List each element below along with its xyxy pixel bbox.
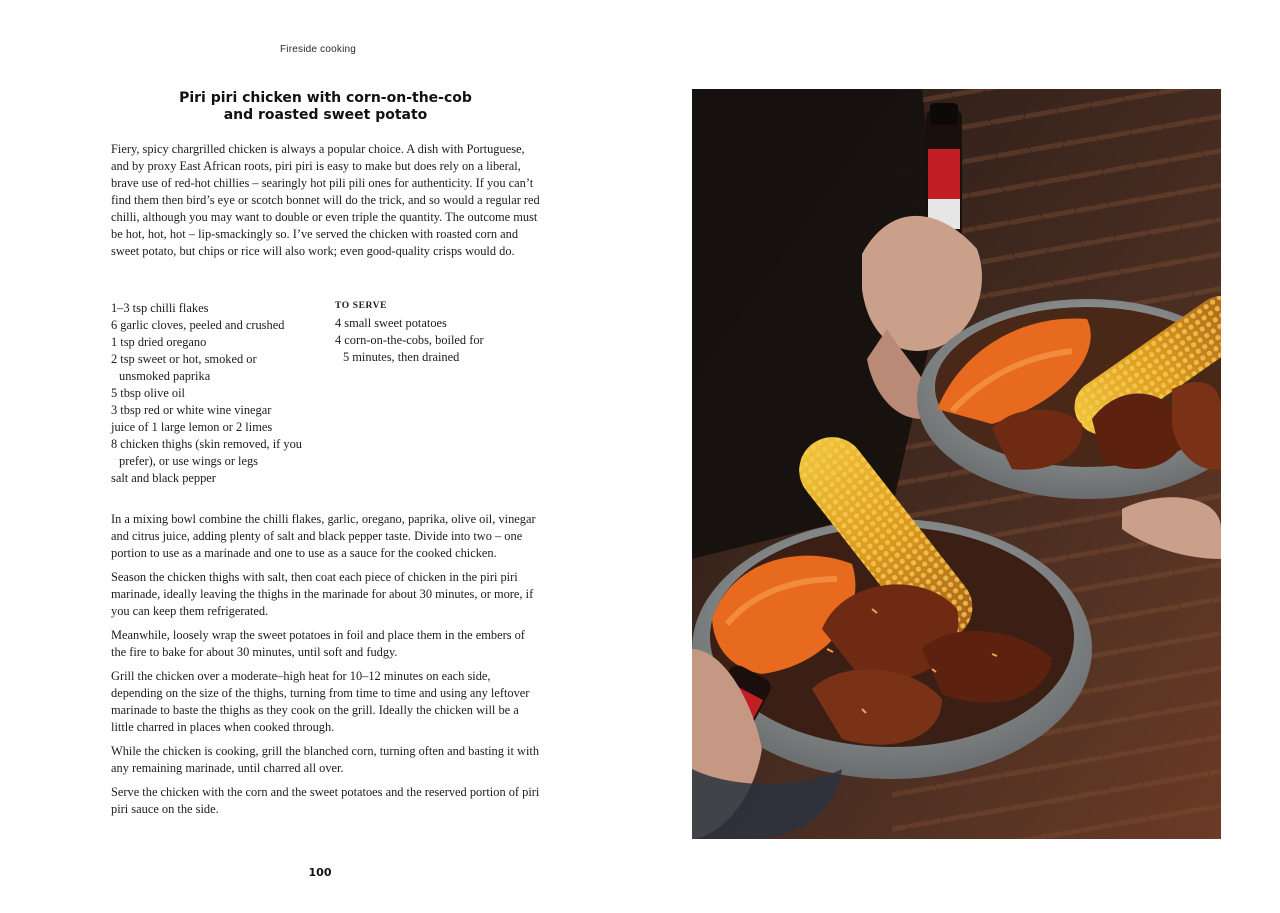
ingredient-item [111,317,326,334]
ingredient-list [111,300,326,487]
method-step: Season the chicken thighs with salt, then coat each piece of chicken in the piri piri marinade, ideally leaving the thighs in the marinade for about 30 minutes, or more, if you can keep them refrigerated. [111,570,534,618]
ingredient-item [111,385,326,402]
ingredient-item-text: salt and black pepper [111,471,216,485]
to-serve-item-text: 4 corn-on-the-cobs, boiled for [335,333,484,347]
method-step: Meanwhile, loosely wrap the sweet potatoes in foil and place them in the embers of the fire to bake for about 30 minutes, until soft and fudgy. [111,628,525,659]
ingredient-item-text: 3 tbsp red or white wine vinegar [111,403,272,417]
to-serve-heading: TO SERVE [335,301,388,311]
to-serve-item-text: 4 small sweet potatoes [335,316,447,330]
ingredient-item-text: 1–3 tsp chilli flakes [111,301,209,315]
method-step: Grill the chicken over a moderate–high heat for 10–12 minutes on each side, depending on the size of the thighs, turning from time to time and using any leftover marinade to baste the thighs as they cook on the grill. Ideally the chicken will be a little charred in places when cooked through. [111,669,530,734]
to-serve-list [335,315,545,366]
ingredient-item-text: juice of 1 large lemon or 2 limes [111,420,273,434]
recipe-title-line-1: Piri piri chicken with corn-on-the-cob [179,90,472,106]
method-step: While the chicken is cooking, grill the blanched corn, turning often and basting it with any remaining marinade, until charred all over. [111,744,540,775]
recipe-intro: Fiery, spicy chargrilled chicken is always a popular choice. A dish with Portuguese, and by proxy East African roots, piri piri is easy to make but does rely on a liberal, brave use of red-hot chillies – searingly hot pili pili ones for authenticity. If you can’t find them then bird’s eye or scotch bonnet will do the trick, and so would a regular red chilli, although you may want to double or even triple the quantity. The outcome must be hot, hot, hot – lip-smackingly so. I’ve served the chicken with roasted corn and sweet potato, but chips or rice will also work; even good-quality crisps would do. [111,142,540,258]
ingredient-item-text: 2 tsp sweet or hot, smoked or [111,352,257,366]
method-step: Serve the chicken with the corn and the sweet potatoes and the reserved portion of piri piri sauce on the side. [111,785,540,816]
page-number: 100 [308,866,332,879]
recipe-title [110,90,541,124]
to-serve-item [335,332,545,366]
ingredient-item [111,436,326,470]
food-photo [692,89,1221,839]
method-steps [111,511,543,825]
running-head: Fireside cooking [280,44,357,55]
ingredient-item [111,419,326,436]
ingredient-item-text: 5 tbsp olive oil [111,386,185,400]
to-serve-item [335,315,545,332]
ingredient-item-text: 6 garlic cloves, peeled and crushed [111,318,285,332]
recipe-title-line-2: and roasted sweet potato [223,107,428,123]
to-serve-section [335,298,545,366]
ingredient-item [111,351,326,385]
method-step: In a mixing bowl combine the chilli flakes, garlic, oregano, paprika, olive oil, vinegar and citrus juice, adding plenty of salt and black pepper taste. Divide into two – one portion to use as a marinade and one to use as a sauce for the cooked chicken. [111,512,536,560]
ingredient-item-text: unsmoked paprika [119,369,211,383]
ingredient-item-text: 1 tsp dried oregano [111,335,207,349]
ingredient-item [111,402,326,419]
ingredient-item [111,470,326,487]
ingredient-item-text: prefer), or use wings or legs [119,454,259,468]
food-photo-illustration [692,89,1221,839]
ingredient-item-text: 8 chicken thighs (skin removed, if you [111,437,302,451]
to-serve-item-text: 5 minutes, then drained [343,350,460,364]
ingredient-item [111,300,326,317]
ingredient-item [111,334,326,351]
